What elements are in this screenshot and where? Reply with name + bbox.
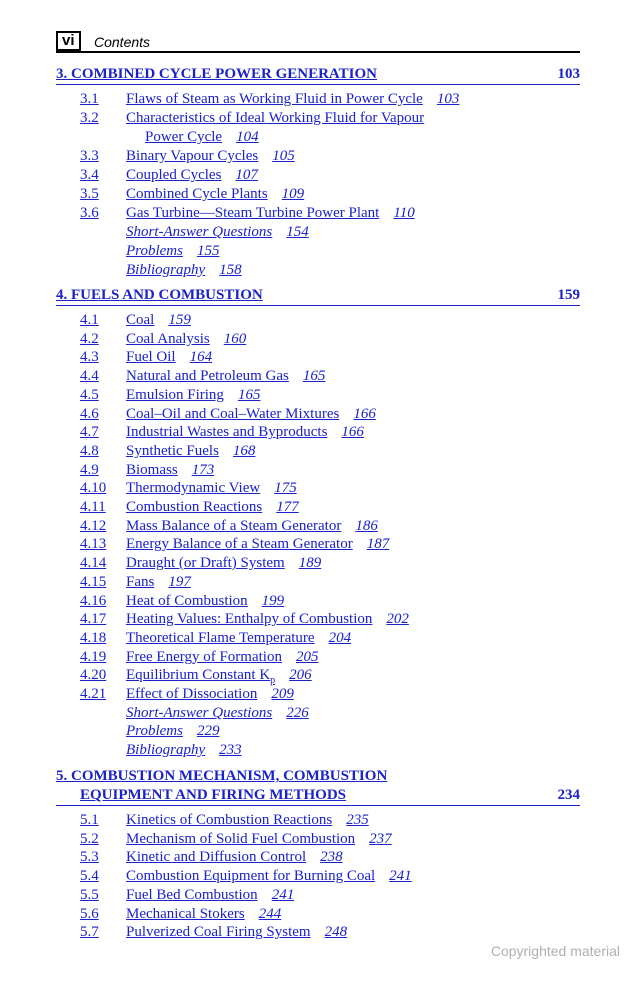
entry-title[interactable]: Coal–Oil and Coal–Water Mixtures [126,405,340,422]
entry-title[interactable]: Thermodynamic View [126,480,261,497]
entry-subscript[interactable]: p [270,675,276,687]
toc-entry[interactable] [80,461,214,480]
toc-entry[interactable] [80,442,255,461]
entry-number[interactable]: 4.6 [80,405,99,422]
chapter-title: 5. COMBUSTION MECHANISM, COMBUSTION [56,768,388,784]
entry-title[interactable]: Biomass [126,461,178,478]
extra-page[interactable]: 226 [286,704,309,721]
toc-extra[interactable] [126,741,242,760]
entry-number[interactable]: 3.6 [80,205,99,221]
entry-title[interactable]: Heat of Combustion [126,592,248,609]
entry-title[interactable]: Emulsion Firing [126,386,224,403]
entry-title[interactable]: Binary Vapour Cycles [126,148,259,164]
entry-title[interactable]: Kinetics of Combustion Reactions [126,812,333,828]
entry-number[interactable]: 4.21 [80,686,107,702]
entry-page[interactable]: 235 [346,812,369,828]
entry-title[interactable]: Effect of Dissociation [126,686,258,702]
toc-entry[interactable] [80,830,392,849]
entry-page[interactable]: 248 [324,924,348,941]
entry-number[interactable]: 4.18 [80,629,107,646]
entry-title[interactable]: Free Energy of Formation [126,648,282,665]
entry-title[interactable]: Fuel Oil [126,349,176,366]
entry-number[interactable]: 3.4 [80,167,99,183]
toc-entry[interactable] [80,348,212,367]
entry-title[interactable]: Pulverized Coal Firing System [126,924,311,941]
toc-entry[interactable] [80,185,304,204]
chapter-title: 3. COMBINED CYCLE POWER GENERATION [56,66,377,82]
entry-title[interactable]: Combined Cycle Plants [126,186,268,202]
toc-entry[interactable] [80,811,369,830]
entry-page[interactable]: 159 [168,312,191,328]
toc-entry[interactable] [80,886,294,905]
entry-title[interactable]: Mechanical Stokers [126,905,245,922]
entry-page[interactable]: 206 [289,667,312,684]
toc-entry[interactable] [80,923,347,942]
entry-title[interactable]: Coal [126,312,155,328]
chapter-5-link[interactable] [56,767,580,786]
entry-number[interactable]: 4.10 [80,480,107,497]
extra-title[interactable]: Short-Answer Questions [126,704,273,721]
entry-title[interactable]: Combustion Reactions [126,499,263,515]
entry-number[interactable]: 4.20 [80,667,107,684]
toc-entry[interactable] [80,147,295,166]
chapter-title-line2: EQUIPMENT AND FIRING METHODS [80,787,347,803]
toc-entry[interactable] [80,405,376,424]
toc-entry[interactable] [80,905,281,924]
entry-title[interactable]: Natural and Petroleum Gas [126,368,289,385]
entry-page[interactable]: 187 [366,536,390,553]
toc-entry[interactable] [80,90,459,109]
extra-page[interactable]: 233 [219,742,242,759]
entry-title[interactable]: Synthetic Fuels [126,442,219,459]
entry-page[interactable]: 168 [232,442,256,459]
entry-page[interactable]: 103 [436,91,460,107]
entry-title[interactable]: Industrial Wastes and Byproducts [126,424,328,441]
entry-title[interactable]: Fans [126,573,155,590]
entry-page[interactable]: 110 [393,205,415,221]
chapter-title: 4. FUELS AND COMBUSTION [56,287,263,303]
entry-title[interactable]: Gas Turbine—Steam Turbine Power Plant [126,205,380,221]
entry-number[interactable]: 4.13 [80,536,107,553]
chapter-4-link[interactable] [56,286,580,306]
entry-number[interactable]: 4.14 [80,555,107,572]
toc-entry[interactable] [80,109,424,128]
entry-page[interactable]: 107 [235,167,258,183]
entry-page[interactable]: 238 [320,849,343,866]
toc-extra[interactable] [126,722,219,741]
toc-entry[interactable] [80,610,409,629]
entry-title[interactable]: Flaws of Steam as Working Fluid in Power Cycle [126,91,423,107]
toc-entry[interactable] [80,423,364,442]
entry-number[interactable]: 5.7 [80,924,99,941]
entry-page[interactable]: 165 [237,386,261,403]
chapter-page: 103 [557,66,580,82]
toc-extra[interactable] [126,223,309,242]
entry-page[interactable]: 189 [298,555,322,572]
chapter-page: 234 [557,787,580,803]
entry-page[interactable]: 173 [191,461,215,478]
toc-entry[interactable] [80,535,389,554]
toc-entry[interactable] [80,517,378,536]
toc-extra[interactable] [126,704,309,723]
toc-entry[interactable] [80,685,294,704]
entry-number[interactable]: 4.8 [80,442,99,459]
chapter-5-link-line2[interactable] [56,786,580,806]
extra-title[interactable]: Short-Answer Questions [126,224,273,240]
entry-number[interactable]: 4.1 [80,312,99,328]
toc-entry[interactable] [80,648,318,667]
toc-entry[interactable] [80,204,415,223]
entry-page[interactable]: 166 [353,405,376,422]
entry-page[interactable]: 204 [328,629,352,646]
entry-number[interactable]: 3.1 [80,91,99,107]
extra-title[interactable]: Problems [126,243,183,259]
entry-number[interactable]: 4.7 [80,424,99,441]
entry-title[interactable]: Coal Analysis [126,330,210,347]
entry-title[interactable]: Mechanism of Solid Fuel Combustion [126,830,356,847]
entry-number[interactable]: 5.6 [80,905,99,922]
entry-page[interactable]: 202 [386,611,409,628]
toc-entry[interactable] [80,573,191,592]
entry-title[interactable]: Heating Values: Enthalpy of Combustion [126,611,373,628]
entry-page[interactable]: 244 [258,905,282,922]
extra-title[interactable]: Bibliography [126,742,206,759]
entry-number[interactable]: 5.2 [80,830,99,847]
entry-page[interactable]: 241 [389,868,412,885]
toc-extra[interactable] [126,261,242,280]
entry-page[interactable]: 104 [236,129,259,145]
toc-entry[interactable] [80,498,299,517]
entry-title[interactable]: Equilibrium Constant K [126,667,271,684]
entry-number[interactable]: 5.4 [80,868,99,885]
toc-entry[interactable] [80,479,297,498]
toc-entry[interactable] [80,848,343,867]
entry-number[interactable]: 3.3 [80,148,99,164]
entry-page[interactable]: 160 [223,330,247,347]
entry-title[interactable]: Energy Balance of a Steam Generator [126,536,353,553]
extra-title[interactable]: Problems [126,723,183,740]
entry-page[interactable]: 209 [271,686,294,702]
entry-title[interactable]: Kinetic and Diffusion Control [126,849,307,866]
entry-number[interactable]: 4.3 [80,349,99,366]
entry-page[interactable]: 105 [272,148,295,164]
entry-page[interactable]: 197 [168,573,191,590]
entry-page[interactable]: 164 [189,349,213,366]
entry-number[interactable]: 4.9 [80,461,99,478]
extra-title[interactable]: Bibliography [126,262,206,278]
entry-number[interactable]: 4.15 [80,573,107,590]
entry-number[interactable]: 4.2 [80,330,99,347]
entry-title[interactable]: Fuel Bed Combustion [126,886,258,903]
page-header [56,31,580,53]
entry-number[interactable]: 4.17 [80,611,107,628]
entry-title[interactable]: Draught (or Draft) System [126,555,285,572]
entry-number[interactable]: 3.5 [80,186,99,202]
entry-page[interactable]: 175 [274,480,297,497]
entry-number[interactable]: 4.5 [80,386,99,403]
entry-page[interactable]: 241 [271,886,295,903]
chapter-page: 159 [557,287,580,303]
toc-entry[interactable] [80,867,412,886]
toc-entry[interactable] [80,367,325,386]
toc-entry[interactable] [80,311,191,330]
toc-extra[interactable] [126,242,219,261]
page-number-box: vi [56,31,81,51]
entry-title[interactable]: Combustion Equipment for Burning Coal [126,868,376,885]
toc-entry[interactable] [80,554,321,573]
entry-number[interactable]: 4.16 [80,592,107,609]
entry-number[interactable]: 5.3 [80,849,99,866]
entry-page[interactable]: 186 [355,517,378,534]
copyright-note: Copyrighted material [490,943,620,959]
entry-title[interactable]: Characteristics of Ideal Working Fluid for Vapour [126,110,425,126]
entry-page[interactable]: 205 [295,648,319,665]
extra-page[interactable]: 229 [196,723,220,740]
entry-title[interactable]: Theoretical Flame Temperature [126,629,315,646]
toc-entry[interactable] [80,330,246,349]
toc-entry[interactable] [80,166,258,185]
toc-entry-continued[interactable] [145,128,259,147]
entry-page[interactable]: 237 [369,830,392,847]
entry-number[interactable]: 4.11 [80,499,106,515]
entry-page[interactable]: 199 [261,592,285,609]
extra-page[interactable]: 155 [196,243,220,259]
entry-number[interactable]: 4.4 [80,368,99,385]
extra-page[interactable]: 154 [286,224,309,240]
toc-entry[interactable] [80,386,260,405]
entry-page[interactable]: 165 [302,368,326,385]
entry-page[interactable]: 109 [281,186,305,202]
entry-number[interactable]: 4.12 [80,517,107,534]
header-title: Contents [94,34,151,50]
entry-title[interactable]: Mass Balance of a Steam Generator [126,517,342,534]
entry-title-cont[interactable]: Power Cycle [145,129,223,145]
extra-page[interactable]: 158 [219,262,242,278]
entry-page[interactable]: 177 [276,499,299,515]
entry-title[interactable]: Coupled Cycles [126,167,222,183]
chapter-3-link[interactable] [56,65,580,85]
entry-number[interactable]: 4.19 [80,648,107,665]
entry-number[interactable]: 3.2 [80,110,99,126]
entry-number[interactable]: 5.1 [80,812,99,828]
toc-entry[interactable] [80,629,351,648]
toc-entry[interactable] [80,592,284,611]
entry-number[interactable]: 5.5 [80,886,99,903]
entry-page[interactable]: 166 [341,424,364,441]
